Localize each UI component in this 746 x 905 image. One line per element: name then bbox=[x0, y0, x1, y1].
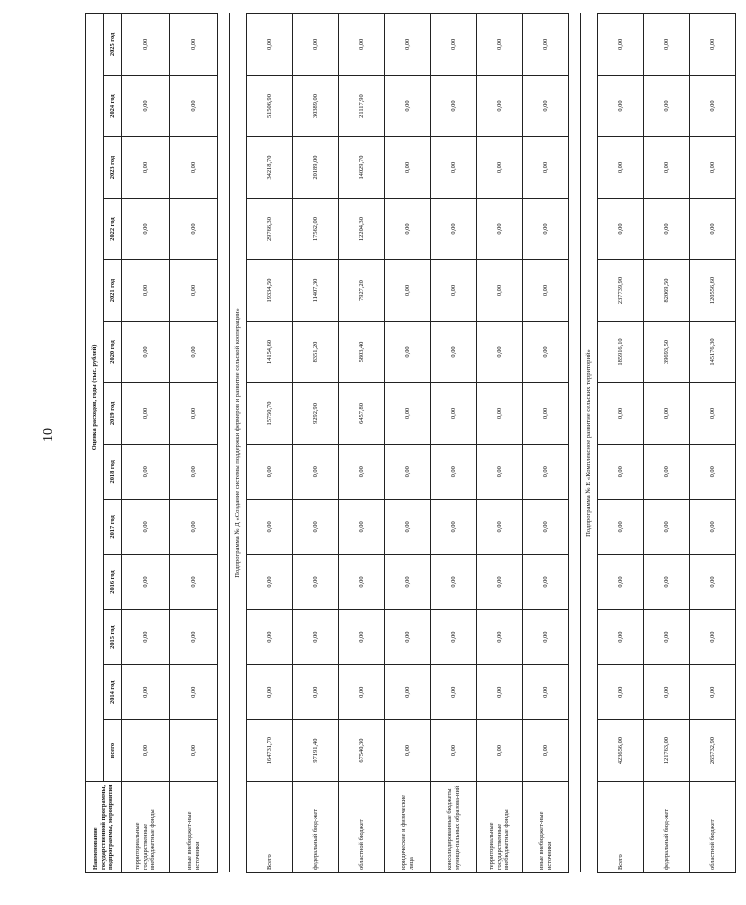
header-col: 2020 год bbox=[104, 321, 122, 382]
table-cell: 164731,70 bbox=[247, 720, 293, 781]
table-cell: 0,00 bbox=[690, 665, 736, 720]
table-cell: 12204,30 bbox=[339, 198, 385, 259]
table-cell: 0,00 bbox=[431, 198, 477, 259]
table-cell: 0,00 bbox=[477, 554, 523, 609]
row-label: федеральный бюд-жет bbox=[644, 781, 690, 872]
table-cell: 0,00 bbox=[477, 137, 523, 198]
table-cell: 0,00 bbox=[339, 14, 385, 76]
table-cell: 0,00 bbox=[598, 383, 644, 444]
table-cell: 0,00 bbox=[431, 720, 477, 781]
table-cell: 0,00 bbox=[339, 665, 385, 720]
header-col: 2015 год bbox=[104, 610, 122, 665]
table-cell: 15750,70 bbox=[247, 383, 293, 444]
table-cell: 0,00 bbox=[431, 665, 477, 720]
row-label: Всего bbox=[247, 781, 293, 872]
table-cell: 0,00 bbox=[644, 499, 690, 554]
table-cell: 0,00 bbox=[385, 198, 431, 259]
table-cell: 0,00 bbox=[477, 321, 523, 382]
table-cell: 0,00 bbox=[170, 198, 218, 259]
table-cell: 0,00 bbox=[644, 75, 690, 136]
table-cell: 0,00 bbox=[293, 610, 339, 665]
table-cell: 0,00 bbox=[247, 14, 293, 76]
row-label: областной бюджет bbox=[690, 781, 736, 872]
subprogram-heading-row bbox=[581, 14, 598, 873]
table-cell: 0,00 bbox=[431, 554, 477, 609]
table-cell: 0,00 bbox=[690, 499, 736, 554]
table-cell: 0,00 bbox=[122, 75, 170, 136]
table-cell: 0,00 bbox=[170, 444, 218, 499]
table-cell: 0,00 bbox=[385, 14, 431, 76]
header-col: 2023 год bbox=[104, 137, 122, 198]
table-cell: 0,00 bbox=[690, 610, 736, 665]
table-cell: 0,00 bbox=[523, 554, 569, 609]
table-cell: 145176,30 bbox=[690, 321, 736, 382]
table-cell: 0,00 bbox=[644, 610, 690, 665]
table-cell: 0,00 bbox=[523, 383, 569, 444]
header-col: 2024 год bbox=[104, 75, 122, 136]
table-cell: 97191,40 bbox=[293, 720, 339, 781]
table-cell: 17562,00 bbox=[293, 198, 339, 259]
table-cell: 14154,60 bbox=[247, 321, 293, 382]
row-label: территориальные государственные внебюджетные фонды bbox=[477, 781, 523, 872]
table-cell: 0,00 bbox=[477, 444, 523, 499]
table-cell: 0,00 bbox=[385, 499, 431, 554]
table-cell: 0,00 bbox=[690, 137, 736, 198]
table-cell: 14029,70 bbox=[339, 137, 385, 198]
table-cell: 0,00 bbox=[598, 137, 644, 198]
table-cell: 0,00 bbox=[598, 499, 644, 554]
table-cell: 0,00 bbox=[477, 383, 523, 444]
table-cell: 0,00 bbox=[598, 14, 644, 76]
table-cell: 0,00 bbox=[598, 665, 644, 720]
table-cell: 0,00 bbox=[122, 554, 170, 609]
table-row bbox=[293, 14, 339, 873]
table-cell: 0,00 bbox=[690, 554, 736, 609]
table-cell: 0,00 bbox=[477, 260, 523, 321]
table-cell: 0,00 bbox=[431, 383, 477, 444]
subprogram-title: Подпрограмма № Д «Создание системы поддержки фермеров и развитие сельской кооперации» bbox=[230, 14, 247, 873]
table-cell: 0,00 bbox=[122, 383, 170, 444]
table-cell: 0,00 bbox=[477, 75, 523, 136]
table-cell: 82069,50 bbox=[644, 260, 690, 321]
table-cell: 0,00 bbox=[523, 444, 569, 499]
table-cell: 0,00 bbox=[598, 444, 644, 499]
table-cell: 0,00 bbox=[385, 610, 431, 665]
table-cell: 0,00 bbox=[523, 665, 569, 720]
header-col: 2025 год bbox=[104, 14, 122, 76]
header-col: 2019 год bbox=[104, 383, 122, 444]
table-cell: 0,00 bbox=[523, 137, 569, 198]
table-cell: 0,00 bbox=[385, 321, 431, 382]
table-cell: 0,00 bbox=[293, 499, 339, 554]
row-label: консолидированные бюджеты муници-пальных образова-ний bbox=[431, 781, 477, 872]
header-name-col: Наименование государственной программы, подпрограммы, мероприятия bbox=[86, 781, 122, 872]
table-cell: 0,00 bbox=[293, 665, 339, 720]
row-label: иные внебюджет-ные источники bbox=[523, 781, 569, 872]
table-cell: 0,00 bbox=[385, 554, 431, 609]
table-cell: 0,00 bbox=[598, 610, 644, 665]
table-cell: 0,00 bbox=[339, 499, 385, 554]
header-col: 2016 год bbox=[104, 554, 122, 609]
table-cell: 0,00 bbox=[385, 137, 431, 198]
table-cell: 0,00 bbox=[170, 260, 218, 321]
table-cell: 34218,70 bbox=[247, 137, 293, 198]
table-cell: 0,00 bbox=[644, 198, 690, 259]
table-cell: 0,00 bbox=[523, 499, 569, 554]
table-cell: 0,00 bbox=[339, 554, 385, 609]
rotated-table-wrapper bbox=[85, 13, 716, 873]
table-cell: 0,00 bbox=[431, 260, 477, 321]
row-label: юридические и физические лица bbox=[385, 781, 431, 872]
spacer-row bbox=[736, 14, 746, 873]
row-label: федеральный бюд-жет bbox=[293, 781, 339, 872]
subprogram-heading-row bbox=[230, 14, 247, 873]
table-cell: 6457,80 bbox=[339, 383, 385, 444]
table-cell: 0,00 bbox=[644, 444, 690, 499]
table-cell: 0,00 bbox=[598, 554, 644, 609]
table-cell: 21117,90 bbox=[339, 75, 385, 136]
table-cell: 0,00 bbox=[170, 610, 218, 665]
table-cell: 0,00 bbox=[170, 499, 218, 554]
table-cell: 0,00 bbox=[385, 665, 431, 720]
table-cell: 51506,90 bbox=[247, 75, 293, 136]
table-cell: 0,00 bbox=[385, 720, 431, 781]
table-cell: 423656,00 bbox=[598, 720, 644, 781]
table-cell: 0,00 bbox=[598, 75, 644, 136]
subprogram-title: Подпрограмма № Е «Комплексное развитие сельских территорий» bbox=[581, 14, 598, 873]
table-row bbox=[690, 14, 736, 873]
table-cell: 0,00 bbox=[523, 75, 569, 136]
table-row bbox=[122, 14, 170, 873]
table-cell: 0,00 bbox=[644, 14, 690, 76]
table-cell: 0,00 bbox=[477, 665, 523, 720]
table-cell: 121763,00 bbox=[644, 720, 690, 781]
table-cell: 7927,20 bbox=[339, 260, 385, 321]
table-cell: 0,00 bbox=[122, 137, 170, 198]
table-cell: 120556,60 bbox=[690, 260, 736, 321]
table-cell: 0,00 bbox=[339, 610, 385, 665]
table-cell: 8351,20 bbox=[293, 321, 339, 382]
header-col: 2017 год bbox=[104, 499, 122, 554]
table-cell: 0,00 bbox=[690, 75, 736, 136]
table-cell: 0,00 bbox=[644, 383, 690, 444]
table-cell: 0,00 bbox=[523, 198, 569, 259]
spacer-row bbox=[569, 14, 581, 873]
table-cell: 0,00 bbox=[523, 720, 569, 781]
spacer-cell bbox=[218, 14, 230, 873]
table-cell: 0,00 bbox=[644, 665, 690, 720]
table-cell: 0,00 bbox=[170, 14, 218, 76]
table-cell: 0,00 bbox=[644, 137, 690, 198]
table-cell: 0,00 bbox=[247, 665, 293, 720]
table-cell: 185916,10 bbox=[598, 321, 644, 382]
table-cell: 0,00 bbox=[170, 665, 218, 720]
table-cell: 0,00 bbox=[431, 14, 477, 76]
table-row bbox=[385, 14, 431, 873]
table-cell: 0,00 bbox=[477, 610, 523, 665]
table-cell: 30389,00 bbox=[293, 75, 339, 136]
table-cell: 0,00 bbox=[385, 75, 431, 136]
table-row bbox=[477, 14, 523, 873]
table-cell: 0,00 bbox=[598, 198, 644, 259]
table-cell: 237739,90 bbox=[598, 260, 644, 321]
table-cell: 0,00 bbox=[170, 137, 218, 198]
table-cell: 0,00 bbox=[477, 720, 523, 781]
table-cell: 0,00 bbox=[170, 321, 218, 382]
table-cell: 0,00 bbox=[122, 260, 170, 321]
table-cell: 0,00 bbox=[690, 14, 736, 76]
table-row bbox=[170, 14, 218, 873]
table-cell: 0,00 bbox=[247, 554, 293, 609]
table-cell: 0,00 bbox=[385, 444, 431, 499]
header-col: 2022 год bbox=[104, 198, 122, 259]
table-cell: 0,00 bbox=[122, 444, 170, 499]
table-cell: 0,00 bbox=[170, 554, 218, 609]
table-cell: 0,00 bbox=[122, 14, 170, 76]
table-cell: 0,00 bbox=[170, 75, 218, 136]
table-cell: 0,00 bbox=[385, 260, 431, 321]
table-cell: 0,00 bbox=[431, 137, 477, 198]
header-col: всего bbox=[104, 720, 122, 781]
table-cell: 0,00 bbox=[690, 444, 736, 499]
table-cell: 0,00 bbox=[431, 444, 477, 499]
table-cell: 0,00 bbox=[293, 554, 339, 609]
table-cell: 0,00 bbox=[431, 75, 477, 136]
table-cell: 0,00 bbox=[431, 321, 477, 382]
table-cell: 0,00 bbox=[247, 444, 293, 499]
table-cell: 0,00 bbox=[122, 321, 170, 382]
row-label: иные внебюджет-ные источники bbox=[170, 781, 218, 872]
table-cell: 0,00 bbox=[385, 383, 431, 444]
row-label: Всего bbox=[598, 781, 644, 872]
spacer-row bbox=[218, 14, 230, 873]
table-cell: 0,00 bbox=[339, 444, 385, 499]
table-cell: 0,00 bbox=[523, 610, 569, 665]
header-row-years bbox=[104, 14, 122, 873]
table-cell: 0,00 bbox=[477, 499, 523, 554]
table-cell: 0,00 bbox=[122, 499, 170, 554]
table-row bbox=[431, 14, 477, 873]
table-cell: 67540,30 bbox=[339, 720, 385, 781]
table-cell: 29766,30 bbox=[247, 198, 293, 259]
table-cell: 0,00 bbox=[293, 14, 339, 76]
page-number: 10 bbox=[41, 428, 56, 442]
table-cell: 0,00 bbox=[523, 14, 569, 76]
table-cell: 0,00 bbox=[122, 720, 170, 781]
table-cell: 0,00 bbox=[122, 665, 170, 720]
header-col: 2014 год bbox=[104, 665, 122, 720]
spacer-cell bbox=[569, 14, 581, 873]
table-cell: 9292,90 bbox=[293, 383, 339, 444]
table-cell: 11407,30 bbox=[293, 260, 339, 321]
header-col: 2021 год bbox=[104, 260, 122, 321]
table-cell: 0,00 bbox=[523, 260, 569, 321]
header-row-top bbox=[86, 14, 104, 873]
table-cell: 0,00 bbox=[247, 610, 293, 665]
budget-table bbox=[85, 13, 746, 873]
spacer-cell bbox=[736, 14, 746, 873]
table-cell: 19334,50 bbox=[247, 260, 293, 321]
header-col: 2018 год bbox=[104, 444, 122, 499]
table-cell: 0,00 bbox=[644, 554, 690, 609]
table-cell: 0,00 bbox=[523, 321, 569, 382]
table-cell: 265732,90 bbox=[690, 720, 736, 781]
table-row bbox=[339, 14, 385, 873]
table-cell: 0,00 bbox=[170, 383, 218, 444]
table-row bbox=[598, 14, 644, 873]
header-group: Оценка расходов, годы (тыс. рублей) bbox=[86, 14, 104, 782]
table-cell: 5803,40 bbox=[339, 321, 385, 382]
table-row bbox=[247, 14, 293, 873]
row-label: территориальные государственные внебюджетные фонды bbox=[122, 781, 170, 872]
table-cell: 0,00 bbox=[431, 610, 477, 665]
table-cell: 0,00 bbox=[247, 499, 293, 554]
table-cell: 0,00 bbox=[122, 198, 170, 259]
table-cell: 0,00 bbox=[122, 610, 170, 665]
table-cell: 0,00 bbox=[477, 14, 523, 76]
table-cell: 0,00 bbox=[477, 198, 523, 259]
table-cell: 0,00 bbox=[431, 499, 477, 554]
table-row bbox=[523, 14, 569, 873]
table-cell: 20189,00 bbox=[293, 137, 339, 198]
table-row bbox=[644, 14, 690, 873]
table-cell: 0,00 bbox=[690, 198, 736, 259]
table-cell: 0,00 bbox=[690, 383, 736, 444]
table-cell: 0,00 bbox=[170, 720, 218, 781]
row-label: областной бюджет bbox=[339, 781, 385, 872]
table-cell: 39693,50 bbox=[644, 321, 690, 382]
table-cell: 0,00 bbox=[293, 444, 339, 499]
